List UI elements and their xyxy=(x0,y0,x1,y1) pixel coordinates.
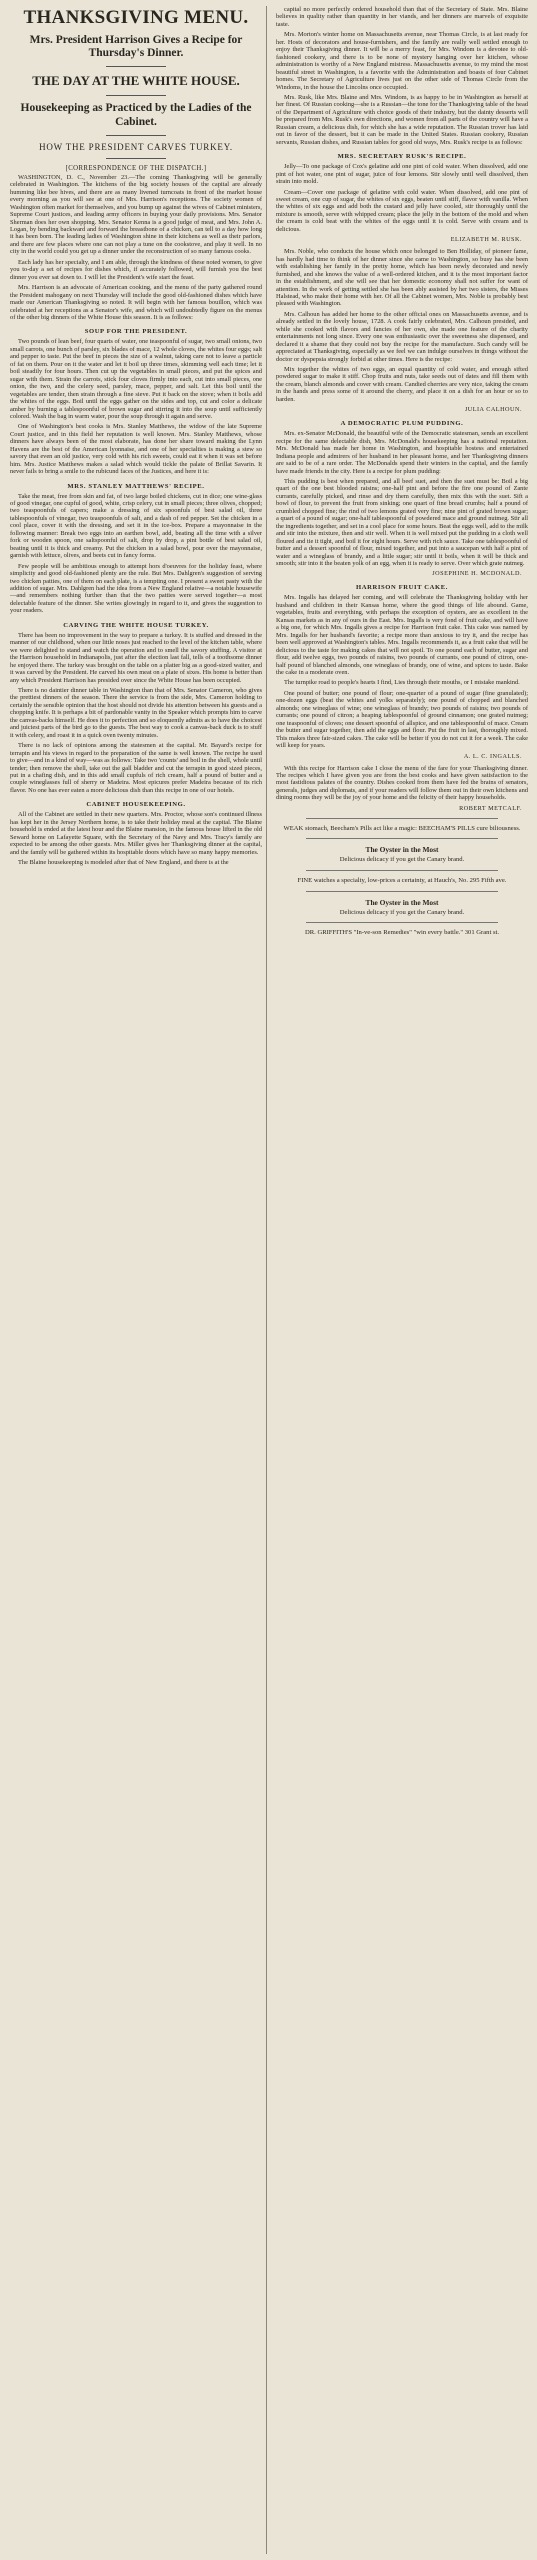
paragraph: Take the meat, free from skin and fat, of two large boiled chickens, cut in dice; one wine-glass of good vinegar, one cupful of good, white, crisp celery, cut in small pieces; three olives, chopped; two teaspoonfuls of capers; make a dressing of six spoonfuls of best salad oil, three tablespoonfuls of vinegar, two teaspoonfuls of salt, and a dash of red pepper. Set the chicken in a cool place, cover it with the dressing, and set it in the ice-box. Prepare a mayonnaise in the following manner: Break two eggs into an earthen bowl, add, beating all the time with a silver fork or wooden spoon, one saltspoonful of salt, drop by drop, a pint bottle of best salad oil, beating until it is thick and creamy. Put the chicken in a salad bowl, pour over the mayonnaise, garnish with lettuce, olives, and beets cut in fancy forms. xyxy=(10,492,262,560)
section-heading: CABINET HOUSEKEEPING. xyxy=(86,801,186,809)
paragraph: One of Washington's best cooks is Mrs. Stanley Matthews, the widow of the late Supreme Court justice, and in this field her reputation is well known. Mrs. Stanley Matthews, whose dinners have always been of the most elaborate, has done her share toward making the Lynn Havens are the best of the American lyonnaise, and one of her specialties is making a stew so savory that even an old justice, very cold with his rich sweets, could eat it when it was set before him. Mrs. Justice Matthews makes a salad which would tickle the palate of Brillat Savarin. It never fails to bring a smile to the rubicund faces of the Justices, and here it is: xyxy=(10,423,262,476)
signature: JOSEPHINE H. MCDONALD. xyxy=(432,570,522,578)
advertisement-griffith: DR. GRIFFITH'S "In-ve-son Remedies" "win every battle." 301 Grant st. xyxy=(305,929,499,937)
ad-heading: The Oyster in the Most xyxy=(365,845,439,855)
paragraph: There is no daintier dinner table in Washington than that of Mrs. Senator Cameron, who gives the prettiest dinners of the season. There the service is from the side, Mrs. Cameron holding to certainly the sensible opinion that the host should not divide his attention between his guests and a chopping knife. It is perhaps a bit of pardonable vanity in the Speaker which prompts him to carve the canvas-backs himself. He does it to perfection and so eloquently admits as to have the choicest and juiciest parts of the bird go to the guests. The best way to cook a canvas-back duck is to stuff it with celery, and roast it in a quick oven twenty minutes. xyxy=(10,687,262,739)
paragraph: Mrs. Morton's winter home on Massachusetts avenue, near Thomas Circle, is at last ready for her. Hosts of decorators and house-furnishers, and the family are really well settled enough to enjoy their Thanksgiving dinner. It will be a merry feast, for Mrs. Windom is a devotee to old-fashioned cookery, and there is to be none of mystery hanging over her kitchen, whose administration is worthy of a New England mistress. Massachusetts avenue, to my mind the most beautiful street in Washington, is a favorite with the Administration and boasts of four Cabinet homes. The Secretary of Agriculture lives just on the other side of Thomas Circle from the Windoms, in the house the Lincolns once occupied. xyxy=(276,31,528,91)
paragraph: Mrs. Harrison is an advocate of American cooking, and the menu of the party gathered round the President mahogany on next Thursday will include the good old-fashioned dishes which have made our American Thanksgiving so noted. It will begin with her famous bouillon, which was celebrated at her receptions as a Senator's wife, and which will undoubtedly figure on the menus of the other big dinners of the White House this season. It is as follows: xyxy=(10,284,262,321)
paragraph: Mrs. Ingalls has delayed her coming, and will celebrate the Thanksgiving holiday with her husband and children in their Kansas home, where the good things of life abound. Game, vegetables, fruits and everything, with perhaps the exception of oysters, are as excellent in the Kansas markets as in any of ours in the East. Mrs. Ingalls is very fond of fruit cake, and will have a big one, for which Mrs. Ingalls gives a recipe for Harrison fruit cake. This cake was named by Mrs. Ingalls for her husband's favorite; a recipe more than anxious to try it, and the recipe has been well approved at Washington's tables. Mrs. Ingalls recommends it, as a fruit cake that will be delicious to the taste for making cakes that will not spoil. To one pound each of butter, sugar and flour, add twelve eggs, two pounds of raisins, two pounds of currants, one pound of citron, one-half pound of blanched almonds, one wineglass of brandy, one of wine, and spices to taste. Bake the cake in a moderate oven. xyxy=(276,594,528,676)
section-heading: HARRISON FRUIT CAKE. xyxy=(356,584,448,592)
paragraph: This pudding is best when prepared, and all beef suet, and then the suet must be: Boil a big quart of the one best blooded raisins; one-half pint and before the fire one pound of Zante currants, carefully picked, and rinse and dry them carefully, then mix this with the suet. Sift a bowl of flour, to prevent the fruit from sinking; one quart of fine bread crumbs; half a pound of crumbled chopped fine; the rind of two lemons grated very fine; nine pint of grated brown sugar; a quart of a pound of sugar; one-half tablespoonful of powdered mace and ground nutmeg. Stir all the ingredients together, and set in a cool place for some hours. Beat the eggs well, add to the milk and stir into the mixture, then and stir well. When it is well mixed put the pudding in a cloth well floured and tie it tight, and boil it for eight hours. Serve with rich sauce. Take one tablespoonful of butter and a dessert spoonful of flour, mixed together, and put into a saucepan with half a pint of water and a wineglass of brandy, and a little sugar; stir until it boils, when it will be thick and smooth; stir into it the beaten yolk of an egg, when it is ready to serve. Over which grate nutmeg. xyxy=(276,478,528,567)
paragraph: Mrs. Calhoun has added her home to the other official ones on Massachusetts avenue, and is already settled in the lovely house, 1728. A cook fairly celebrated, Mrs. Calhoun presided, and while she cooked with flavors and fancies of her own, she made one feature of the charity entertainments not long since. Every one was enthusiastic over the sweetness she dispensed, and declared it a shame that they could not buy the recipe for the manufacture. Such candy will be appreciated at Thanksgiving, especially as we feel we can indulge ourselves in things without the doctor or dyspepsia strongly forbid at other times. Here is the recipe: xyxy=(276,310,528,363)
paragraph: With this recipe for Harrison cake I close the menu of the fare for your Thanksgiving dinner. The recipes which I have given you are from the best cooks and have given satisfaction to the most fastidious palates of the country. Dishes cooked from them have fed the brains of senators, generals, judges and diplomats, and if your readers will follow them out in their own kitchens and dining rooms they will be the joy of your home and the felicity of their happy households. xyxy=(276,764,528,802)
signature: ROBERT METCALF. xyxy=(459,804,522,812)
paragraph: Few people will be ambitious enough to attempt hors d'oeuvres for the holiday feast, where simplicity and good old-fashioned plenty are the rule. But Mrs. Dahlgren's suggestion of serving two chicken patties, one of them on each plate, is a tempting one. I present a sweet pasty with the addition of sugar. Mrs. Dahlgren had the idea from a New England relative—a notable housewife—and remembers nothing further than that the two patties were served together—a most delectable feature of the dinner. She writes glowingly in regard to it, and gives the suggestion to your readers. xyxy=(10,562,262,615)
divider xyxy=(306,870,498,871)
section-heading: CARVING THE WHITE HOUSE TURKEY. xyxy=(63,621,209,629)
paragraph: WASHINGTON, D. C., November 23.—The coming Thanksgiving will be generally celebrated in Washington. The kitchens of the big society houses of the capital are already humming like bee hives, and there are as many livened turncoats in front of the market house every morning as you will see at one of Mrs. Harrison's receptions. The society women of Washington often market for themselves, and you bump up against the wives of Cabinet ministers, Supreme Court justices, and leading army officers in buying your daily provisions. Mrs. Senator Sherman does her own shopping. Mrs. Senator Kenna is a good judge of meat, and Mrs. John A. Logan, by bending backward and forward the breastbone of a chicken, can tell to a day how long it has been born. The leading ladies of Washington shine in their kitchens as well as their parlors, and there are few places where one can not play a tune on the cookstove, and play it well. In no city in the world could you get up a dinner under the reconstruction of so many famous cooks. xyxy=(10,173,262,256)
left-column xyxy=(10,6,262,870)
column-rule xyxy=(266,6,267,2554)
signature: JULIA CALHOUN. xyxy=(464,406,522,414)
paragraph: All of the Cabinet are settled in their new quarters. Mrs. Proctor, whose son's continued illness has kept her in the Jersey Northern home, is to take their holiday meal at the capital. The Blaine household is ended at the latest hour and the Blaine mansion, in the famous house lifted in the old Seward home on Lafayette Square, with the Secretary of the Navy and Mrs. Tracy's family are expected to be among the other guests. Mrs. Miller gives her Thanksgiving dinner at the capital, and the family will be gathered within its hospitable doors which have so many happy memories. xyxy=(10,811,262,856)
paragraph: Mix together the whites of two eggs, an equal quantity of cold water, and enough sifted powdered sugar to make it stiff. Chop fruits and nuts, take seeds out of dates and fill them with the cream, blanch almonds and cover with cream. Candied cherries are very nice, taking the cream in the hands and press some of it around the cherry, and place it on a dish for an hour or so to harden. xyxy=(276,366,528,403)
right-column xyxy=(276,6,528,941)
paragraph: One pound of butter; one pound of flour; one-quarter of a pound of sugar (fine granulated); one-dozen eggs (beat the whites and yolks separately); one pound of chopped and blanched almonds; one wineglass of wine; one wineglass of brandy; two pounds of raisins; two pounds of currants; one pound of citron; a heaping tablespoonful of ground cinnamon; one grated nutmeg; one teaspoonful of cloves; one dessert spoonful of allspice, and one tablespoonful of mace. Cream the butter and sugar together, then add the eggs and flour. Put the fruit in last, thoroughly mixed. This makes three fair-sized cakes. The cake will be better if you do not cut it for a week. The cake will keep for years. xyxy=(276,689,528,750)
advertisement-canary: Delicious delicacy if you get the Canary brand. xyxy=(339,908,465,916)
paragraph: There has been no improvement in the way to prepare a turkey. It is stuffed and dressed in the manner of our childhood, when our little noses just reached to the level of the kitchen table, where we were delighted to stand and watch the operation and to smell the savory stuffing. A visitor at the Harrison household in Indianapolis, just after the election last fall, tells of a toothsome dinner he enjoyed there. The turkey was brought on the table on a platter big as a good-sized waiter, and it was carved by the President. He carved his own meat on a plate of sixes. His home is better than any which President Harrison has presided over since the White House has been occupied. xyxy=(10,631,262,684)
paragraph: Mrs. Noble, who conducts the house which once belonged to Ben Holliday, of pioneer fame, has hardly had time to think of her dinner since she came to Washington, so busy has she been with establishing her family in the pretty home, which has been newly decorated and newly furnished, and she knows the value of a well-ordered kitchen, and it is the most important factor in the establishment, and she will see that her domestic economy shall not suffer for want of attention. In the work of getting settled she has been ably assisted by her two sisters, the Misses Halstead, who make their home with her. Of all the Cabinet women, Mrs. Noble is probably best pleased with Washington. xyxy=(276,248,528,308)
section-heading: SOUP FOR THE PRESIDENT. xyxy=(84,328,188,336)
paragraph: Each lady has her specialty, and I am able, through the kindness of these noted women, to give you to-day a set of recipes for dishes which, if accurately followed, will furnish you the best dinner you ever sat down to. I will let the President's wife start the feast. xyxy=(10,258,262,281)
paragraph: Two pounds of lean beef, four quarts of water, one teaspoonful of sugar, two small onions, two small carrots, one bunch of parsley, six blades of mace, 12 whole cloves, the whites four eggs; salt and pepper to taste. Put the beef in pieces the size of a walnut, taking care not to leave a particle of fat on them. Pour on it the water and let it boil up three times, skimming well each time; let it boil steadily for four hours. Then cut up the vegetables in small pieces, and put the spices and sugar with them. Strain the carrots, stick four cloves firmly into each, cut into small pieces, one onion, the two, and the celery seed, parsley, mace, pepper, and salt. Let this boil until the vegetables are tender, then strain through a fine sieve. Put it back on the stove; when it boils add the whites of the eggs. Boil until the eggs gather on the sides and top, cut and color a delicate amber by burning a tablespoonful of brown sugar and stirring it into the soup until sufficiently colored. Wash the bag in warm water, pour the soup through it again and serve. xyxy=(10,338,262,420)
paragraph: The turnpike road to people's hearts I find, Lies through their mouths, or I mistake mankind. xyxy=(284,679,520,687)
deck-day-at-white-house: THE DAY AT THE WHITE HOUSE. xyxy=(32,73,240,89)
paragraph: Cream—Cover one package of gelatine with cold water. When dissolved, add one pint of sweet cream, one cup of sugar, the whites of six eggs, beaten until stiff, flavor with vanilla. When the whites of six eggs and add both the custard and jelly have cooled, stir thoroughly until the mixture is smooth, serve with whipped cream; place the jelly in the bottom of the mold and when the cream is cold beat with the whites of the eggs until it is cold. Serve with cream and is delicious. xyxy=(276,188,528,233)
section-heading: MRS. STANLEY MATTHEWS' RECIPE. xyxy=(67,482,205,490)
section-heading: A DEMOCRATIC PLUM PUDDING. xyxy=(340,420,464,428)
divider xyxy=(106,66,166,67)
deck-subheading: Mrs. President Harrison Gives a Recipe for Thursday's Dinner. xyxy=(29,33,243,60)
advertisement-watches: FINE watches a specialty, low-prices a certainty, at Hauch's, No. 295 Fifth ave. xyxy=(297,876,507,884)
advertisement-beecham: WEAK stomach, Beecham's Pills act like a magic: BEECHAM'S PILLS cure biliousness. xyxy=(283,824,521,832)
paragraph: The Blaine housekeeping is modeled after that of New England, and there is at the xyxy=(18,859,229,867)
headline: THANKSGIVING MENU. xyxy=(23,7,249,28)
ad-heading: The Oyster in the Most xyxy=(365,897,439,907)
divider xyxy=(106,95,166,96)
divider xyxy=(106,158,166,159)
paragraph: There is no lack of opinions among the statesmen at the capital. Mr. Bayard's recipe for terrapin and his views in regard to the preparation of the same is well known. The recipe he used to give—and in a kind of way—was as follows: Take two 'counts' and boil in the shell, whole until tender; then remove the shell, take out the gall bladder and cut the terrapin in good sized pieces, put in a chafing dish, and in this add small cupfuls of rich cream, half a pound of butter and a couple wineglasses full of sherry or Madeira. Most epicures prefer Madeira because of its rich flavor. No one has ever eaten a more delicious dish than this recipe in one of our hotels. xyxy=(10,742,262,794)
divider xyxy=(306,922,498,923)
correspondence-line: [CORRESPONDENCE OF THE DISPATCH.] xyxy=(65,164,207,172)
paragraph: capital no more perfectly ordered household than that of the Secretary of State. Mrs. Blaine believes in quality rather than quantity in her viands, and her dinners are marvels of exquisite taste. xyxy=(276,6,528,28)
signature: ELIZABETH M. RUSK. xyxy=(450,236,522,244)
paragraph: Mrs. ex-Senator McDonald, the beautiful wife of the Democratic statesman, sends an excellent recipe for the same delectable dish, Mrs. McDonald's housekeeping has a national reputation. Mrs. McDonald has made her home in Washington, and hospitable hostess and entertained Indiana people and admirers of her husband in her pleasant home, and her Thanksgiving dinners are said to be of a rare order. The McDonalds spend their winters in the capital, and the family have made friends in the city. Here is a recipe for plum pudding: xyxy=(276,430,528,475)
section-heading: MRS. SECRETARY RUSK'S RECIPE. xyxy=(337,153,467,161)
divider xyxy=(106,135,166,136)
advertisement-canary: Delicious delicacy if you get the Canary brand. xyxy=(339,856,465,864)
signature: A. L. C. INGALLS. xyxy=(463,752,522,760)
paragraph: Jelly—To one package of Cox's gelatine add one pint of cold water. When dissolved, add one pint of hot water, one pint of sugar, juice of four lemons. Stir slowly until well dissolved, then strain into mold. xyxy=(276,163,528,186)
divider xyxy=(306,818,498,819)
divider xyxy=(306,838,498,839)
paragraph: Mrs. Rusk, like Mrs. Blaine and Mrs. Windom, is as happy to be in Washington as herself at her finest. Of Russian cooking—she is a Russian—the tone for the Thanksgiving table of the head of the Department of Agriculture with choice goods of their industry, but the dainty desserts will be prepared from Mrs. Rusk's own directions, and women from all parts of the country will have a Russian cream, a delicious dish, for which she has a wide reputation. The Russian trover has laid out in favor of the dessert, but it can be made in the United States. Russian cookery, Russian servants, Russian dishes, and Russian tables for good old ways, Mrs. Rusk's recipe is as follows: xyxy=(276,93,528,146)
deck-carves-turkey: HOW THE PRESIDENT CARVES TURKEY. xyxy=(39,141,233,152)
divider xyxy=(306,891,498,892)
deck-housekeeping: Housekeeping as Practiced by the Ladies of the Cabinet. xyxy=(20,102,252,128)
